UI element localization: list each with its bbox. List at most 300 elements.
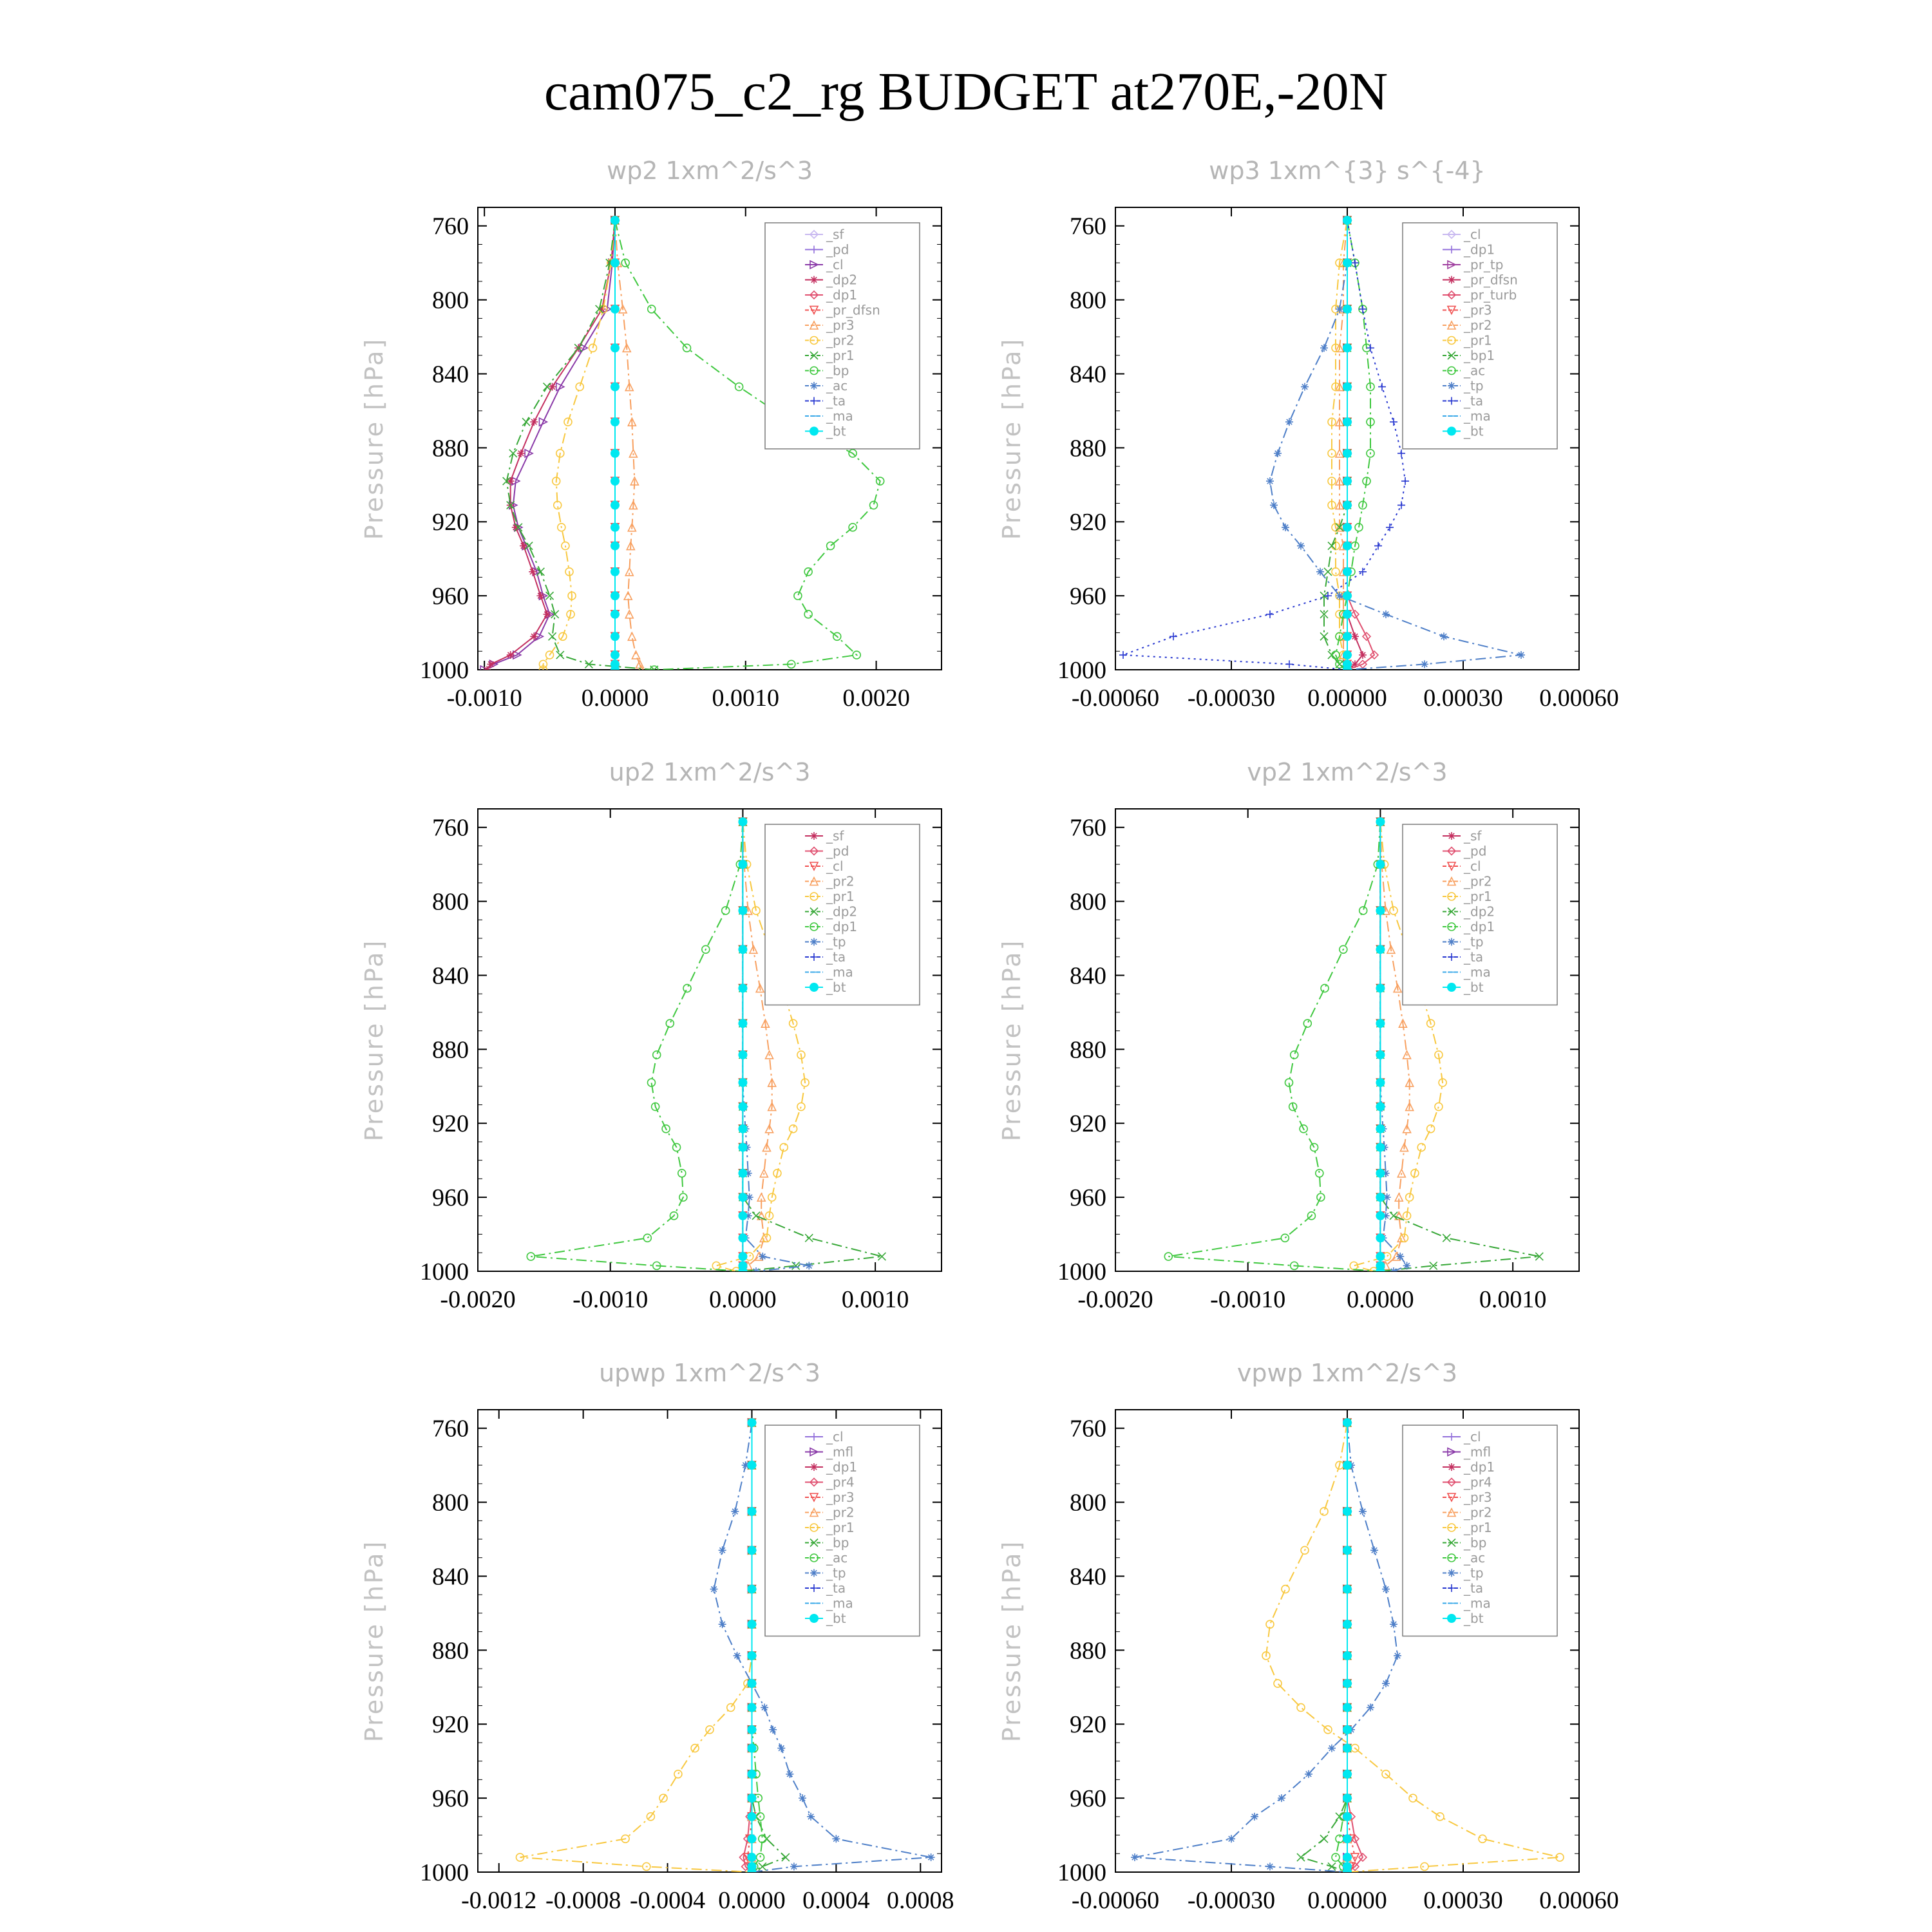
x-tick-label: -0.00060 (1071, 685, 1160, 712)
y-tick-label: 880 (1070, 435, 1106, 462)
legend (765, 824, 920, 1005)
y-tick-label: 800 (432, 888, 469, 916)
legend-marker (1447, 427, 1456, 436)
data-point (1343, 632, 1352, 641)
y-tick-label: 960 (1070, 1785, 1106, 1813)
data-point (1359, 651, 1367, 659)
data-point (1343, 610, 1352, 619)
y-axis-label: Pressure [hPa] (360, 337, 388, 540)
series-pr1 (516, 1419, 755, 1876)
legend-marker (810, 832, 818, 840)
series-line (1168, 822, 1380, 1271)
data-point (522, 418, 530, 426)
data-point (1390, 418, 1397, 426)
data-point (530, 418, 538, 426)
x-tick-label: 0.00000 (1307, 1887, 1387, 1914)
legend-label: _pr3 (1464, 302, 1492, 318)
y-tick-label: 920 (432, 1711, 469, 1739)
legend-marker (1448, 938, 1455, 946)
y-axis-label: Pressure [hPa] (998, 1539, 1026, 1743)
data-point (927, 1853, 935, 1861)
y-tick-label: 1000 (1057, 657, 1106, 684)
data-point (738, 1267, 747, 1276)
data-point (1343, 591, 1352, 600)
data-point (747, 1770, 756, 1779)
data-point (1343, 216, 1352, 225)
data-point (1376, 1143, 1385, 1152)
data-point (1270, 501, 1278, 509)
x-tick-label: 0.00060 (1539, 1887, 1619, 1914)
data-point (1278, 1794, 1285, 1802)
legend-label: _ma (826, 1595, 853, 1611)
legend-label: _pd (826, 242, 849, 258)
data-point (1376, 1211, 1385, 1220)
legend-marker (810, 427, 819, 436)
x-tick-label: 0.00000 (1307, 685, 1387, 712)
legend (1403, 1425, 1557, 1636)
data-point (1382, 1586, 1390, 1593)
y-tick-label: 960 (432, 1785, 469, 1813)
data-point (738, 1019, 747, 1028)
series-line (1347, 1423, 1363, 1872)
x-tick-label: 0.0004 (802, 1887, 870, 1914)
data-point (799, 1794, 806, 1802)
panel-5 (360, 1359, 954, 1914)
data-point (556, 651, 564, 659)
data-point (1443, 1234, 1450, 1242)
y-tick-label: 960 (1070, 1184, 1106, 1212)
data-point (1343, 1418, 1352, 1427)
legend-marker (810, 1569, 818, 1577)
data-point (738, 817, 747, 826)
data-point (752, 1212, 760, 1220)
series-dp1 (1164, 818, 1384, 1275)
data-point (1376, 1169, 1385, 1178)
data-point (536, 568, 544, 576)
data-point (738, 1078, 747, 1087)
panel-6 (998, 1359, 1619, 1914)
data-point (551, 611, 559, 618)
legend-label: _ta (1464, 949, 1484, 965)
data-point (683, 985, 691, 992)
data-point (576, 383, 583, 391)
data-point (1336, 592, 1343, 600)
x-tick-label: 0.0000 (718, 1887, 786, 1914)
data-point (747, 1546, 756, 1555)
series-pr2 (539, 216, 619, 674)
legend-label: _pr4 (826, 1474, 855, 1490)
data-point (1396, 1253, 1404, 1260)
legend-label: _bp (1464, 1535, 1487, 1551)
y-tick-label: 840 (432, 962, 469, 990)
legend-label: _pr3 (1464, 1490, 1492, 1505)
legend-label: _tp (1464, 378, 1484, 393)
y-axis-label: Pressure [hPa] (998, 938, 1026, 1142)
data-point (1343, 383, 1352, 392)
legend-label: _sf (1464, 828, 1482, 844)
data-point (1285, 660, 1293, 668)
legend-label: _tp (826, 1565, 846, 1581)
y-axis-label: Pressure [hPa] (360, 1539, 388, 1743)
data-point (1343, 1770, 1352, 1779)
data-point (738, 1102, 747, 1111)
y-tick-label: 800 (1070, 888, 1106, 916)
y-tick-label: 760 (432, 1415, 469, 1443)
legend-label: _sf (826, 828, 844, 844)
data-point (747, 1651, 756, 1660)
data-point (517, 450, 525, 457)
panel-2 (998, 156, 1619, 712)
data-point (710, 1586, 718, 1593)
legend-marker (1448, 1569, 1455, 1577)
data-point (611, 523, 620, 532)
series-line (531, 822, 743, 1271)
data-point (769, 1726, 777, 1734)
data-point (747, 1679, 756, 1688)
x-tick-label: -0.0020 (1077, 1286, 1153, 1313)
data-point (611, 591, 620, 600)
data-point (747, 1794, 756, 1803)
legend-label: _pr_dfsn (1464, 272, 1518, 288)
legend-label: _tp (1464, 934, 1484, 950)
series-pr4 (739, 1419, 755, 1876)
data-point (549, 632, 556, 640)
panel-title: upwp 1xm^2/s^3 (599, 1359, 820, 1387)
x-tick-label: 0.0010 (841, 1286, 909, 1313)
data-point (807, 1813, 815, 1821)
data-point (1343, 1868, 1352, 1877)
legend-label: _bt (1464, 1611, 1484, 1626)
data-point (1397, 450, 1405, 457)
y-tick-label: 760 (1070, 1415, 1106, 1443)
series-pr3 (611, 216, 645, 674)
y-tick-label: 760 (432, 814, 469, 842)
data-point (1297, 1703, 1305, 1711)
data-point (1320, 632, 1328, 640)
legend-label: _ma (826, 408, 853, 424)
legend-marker (810, 1614, 819, 1623)
legend-label: _pr1 (1464, 1520, 1492, 1535)
data-point (1376, 1233, 1385, 1242)
data-point (1343, 1834, 1352, 1843)
data-point (1343, 1546, 1352, 1555)
series-line (1301, 1423, 1347, 1872)
data-point (734, 1652, 741, 1660)
series-ac (1332, 1419, 1351, 1876)
data-point (759, 1253, 766, 1260)
data-point (1376, 1124, 1385, 1133)
data-point (536, 592, 544, 600)
data-point (611, 632, 620, 641)
data-point (1376, 1050, 1385, 1059)
data-point (611, 216, 620, 225)
data-point (731, 1508, 739, 1515)
data-point (1332, 568, 1340, 576)
legend-label: _bt (826, 423, 846, 439)
series-line (1336, 220, 1370, 670)
data-point (738, 1124, 747, 1133)
legend-label: _dp1 (1464, 242, 1495, 258)
data-point (1359, 1508, 1367, 1515)
legend-label: _ac (826, 378, 848, 393)
legend-label: _pr3 (826, 317, 855, 333)
data-point (611, 305, 620, 314)
data-point (780, 1144, 788, 1151)
data-point (1343, 1703, 1352, 1712)
data-point (738, 1193, 747, 1202)
y-tick-label: 800 (1070, 1489, 1106, 1517)
legend-label: _ma (826, 964, 853, 980)
data-point (1403, 1262, 1411, 1269)
series-line (520, 1423, 752, 1872)
legend-label: _dp2 (826, 904, 858, 920)
data-point (1328, 1745, 1336, 1752)
legend-label: _pr_tp (1464, 257, 1504, 272)
y-tick-label: 800 (1070, 287, 1106, 314)
data-point (1343, 1853, 1352, 1862)
data-point (543, 611, 551, 618)
series-line (1135, 1423, 1397, 1872)
data-point (1274, 1680, 1282, 1687)
legend-label: _pd (1464, 843, 1487, 859)
data-point (738, 1143, 747, 1152)
data-point (1305, 1770, 1312, 1778)
legend-label: _cl (1464, 858, 1481, 874)
series-dp1 (527, 818, 746, 1275)
data-point (1332, 1853, 1340, 1861)
series-pr-turb (1343, 216, 1378, 674)
legend-label: _ta (826, 949, 846, 965)
legend (1403, 824, 1557, 1005)
legend-label: _dp1 (1464, 1459, 1495, 1475)
legend (1403, 223, 1557, 449)
legend-label: _cl (826, 1429, 844, 1444)
data-point (870, 501, 878, 509)
legend-label: _pr2 (826, 1504, 855, 1520)
data-point (487, 660, 495, 668)
legend-label: _dp1 (826, 287, 858, 303)
legend-marker (1448, 276, 1455, 284)
series-ta (1119, 216, 1409, 674)
series-dp2 (483, 216, 619, 674)
data-point (1301, 383, 1309, 391)
data-point (1421, 660, 1428, 668)
data-point (1435, 1103, 1443, 1110)
data-point (674, 1770, 682, 1778)
data-point (738, 1211, 747, 1220)
data-point (794, 592, 802, 600)
data-point (1343, 665, 1352, 674)
data-point (1370, 1546, 1378, 1554)
data-point (1376, 1078, 1385, 1087)
legend-marker (810, 938, 818, 946)
data-point (1440, 632, 1448, 640)
x-tick-label: -0.0020 (440, 1286, 516, 1313)
data-point (611, 650, 620, 659)
data-point (786, 1770, 793, 1778)
legend-label: _ma (1464, 408, 1491, 424)
y-tick-label: 1000 (1057, 1258, 1106, 1285)
y-tick-label: 960 (432, 1184, 469, 1212)
series-pr1 (503, 216, 658, 674)
data-point (611, 500, 620, 509)
data-point (738, 984, 747, 993)
series-bt (1343, 1418, 1352, 1877)
data-point (1321, 985, 1329, 992)
legend-label: _bp1 (1464, 348, 1495, 363)
data-point (805, 1262, 813, 1269)
data-point (727, 1703, 735, 1711)
data-point (747, 1853, 756, 1862)
data-point (747, 1585, 756, 1594)
x-tick-label: -0.0008 (545, 1887, 621, 1914)
data-point (648, 305, 656, 313)
data-point (1427, 1125, 1435, 1133)
data-point (1376, 906, 1385, 915)
legend-label: _ac (1464, 363, 1486, 379)
data-point (1251, 1813, 1258, 1821)
data-point (752, 1267, 760, 1275)
y-tick-label: 1000 (420, 657, 469, 684)
data-point (1324, 592, 1332, 600)
data-point (1367, 1703, 1374, 1711)
data-point (1343, 305, 1352, 314)
y-tick-label: 840 (1070, 1563, 1106, 1591)
data-point (1266, 611, 1274, 618)
data-point (1316, 568, 1324, 576)
data-point (1343, 1794, 1352, 1803)
data-point (1119, 651, 1127, 659)
legend-marker (810, 276, 818, 284)
x-tick-label: -0.0010 (446, 685, 522, 712)
data-point (1343, 1461, 1352, 1470)
data-point (611, 477, 620, 486)
data-point (747, 1620, 756, 1629)
legend-label: _cl (826, 257, 844, 272)
data-point (1343, 567, 1352, 576)
data-point (1401, 477, 1409, 485)
data-point (747, 1418, 756, 1427)
series-bt (747, 1418, 756, 1877)
legend-label: _bt (826, 980, 846, 995)
data-point (1417, 1144, 1425, 1151)
x-tick-label: -0.0012 (461, 1887, 537, 1914)
x-tick-label: 0.00030 (1423, 1887, 1503, 1914)
panel-title: vpwp 1xm^2/s^3 (1236, 1359, 1458, 1387)
data-point (1367, 344, 1374, 352)
legend-label: _bt (1464, 423, 1484, 439)
data-point (719, 1546, 726, 1554)
legend-label: _bt (1464, 980, 1484, 995)
legend-label: _ma (1464, 1595, 1491, 1611)
y-tick-label: 920 (1070, 1711, 1106, 1739)
data-point (1390, 1212, 1397, 1220)
series-line (615, 220, 641, 670)
data-point (1343, 1679, 1352, 1688)
x-tick-label: -0.00060 (1071, 1887, 1160, 1914)
series-bp1 (1320, 216, 1351, 674)
data-point (1374, 542, 1382, 550)
data-point (1343, 258, 1352, 267)
data-point (1376, 817, 1385, 826)
data-point (1281, 1234, 1289, 1242)
data-point (1376, 945, 1385, 954)
series-cl (480, 216, 619, 674)
data-point (1343, 1651, 1352, 1660)
legend-label: _bt (826, 1611, 846, 1626)
data-point (747, 1703, 756, 1712)
legend-label: _tp (826, 934, 846, 950)
data-point (611, 665, 620, 674)
data-point (1382, 611, 1390, 618)
legend-label: _ma (1464, 964, 1491, 980)
data-point (782, 1853, 790, 1861)
legend-label: _dp1 (1464, 919, 1495, 934)
data-point (805, 1234, 813, 1242)
y-tick-label: 920 (1070, 1110, 1106, 1138)
y-tick-label: 840 (432, 1563, 469, 1591)
x-tick-label: -0.00030 (1187, 1887, 1276, 1914)
y-tick-label: 760 (432, 213, 469, 240)
data-point (1390, 1620, 1397, 1628)
y-tick-label: 960 (1070, 583, 1106, 611)
series-line (484, 220, 615, 670)
panel-title: wp3 1xm^{3} s^{-4} (1209, 156, 1486, 185)
x-tick-label: 0.0008 (887, 1887, 954, 1914)
x-tick-label: 0.00030 (1423, 685, 1503, 712)
x-tick-label: 0.0020 (842, 685, 910, 712)
data-point (1343, 1725, 1352, 1734)
data-point (1291, 1051, 1298, 1059)
data-point (1343, 1507, 1352, 1516)
data-point (611, 610, 620, 619)
data-point (761, 1703, 768, 1711)
legend-label: _dp1 (826, 919, 858, 934)
y-tick-label: 800 (432, 287, 469, 314)
data-point (797, 1103, 805, 1110)
data-point (611, 343, 620, 352)
legend-label: _ta (1464, 393, 1484, 409)
data-point (738, 1233, 747, 1242)
legend-label: _ta (1464, 1580, 1484, 1596)
data-point (611, 542, 620, 551)
legend-label: _pr_turb (1464, 287, 1517, 303)
y-tick-label: 840 (1070, 361, 1106, 388)
data-point (1376, 1267, 1385, 1276)
data-point (1378, 383, 1386, 391)
data-point (1382, 1680, 1390, 1687)
legend-label: _sf (826, 227, 844, 242)
data-point (1343, 1585, 1352, 1594)
data-point (759, 1862, 766, 1870)
x-tick-label: 0.0000 (709, 1286, 777, 1313)
legend-marker (810, 382, 818, 390)
y-tick-label: 800 (432, 1489, 469, 1517)
data-point (1351, 632, 1359, 640)
data-point (1343, 1812, 1352, 1821)
legend-marker (1448, 832, 1455, 840)
data-point (666, 1019, 674, 1027)
data-point (1336, 305, 1343, 313)
data-point (1328, 542, 1336, 550)
data-point (747, 1507, 756, 1516)
data-point (790, 1862, 798, 1870)
y-tick-label: 880 (432, 1036, 469, 1064)
data-point (1376, 1252, 1385, 1261)
data-point (1324, 568, 1332, 576)
data-point (1343, 500, 1352, 509)
y-tick-label: 880 (1070, 1637, 1106, 1665)
